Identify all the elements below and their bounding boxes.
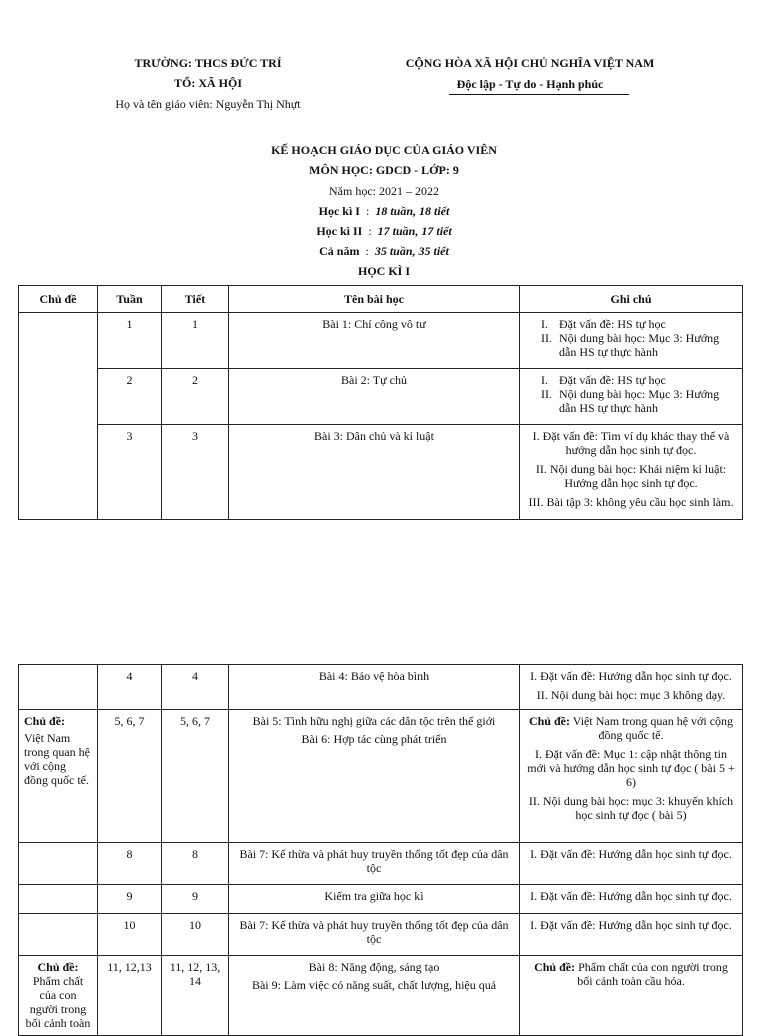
note-topic <box>525 714 737 742</box>
note-item: I. Đặt vấn đề: Tìm ví dụ khác thay thế và hướng dẫn học sinh tự đọc. <box>532 429 730 457</box>
topic-text: Việt Nam trong quan hệ với cộng đồng quốc tế. <box>24 731 90 787</box>
lesson-cell: Bài 7: Kế thừa và phát huy truyền thống tốt đẹp của dân tộc <box>229 914 520 956</box>
period-cell: 9 <box>162 885 229 914</box>
lesson-cell: Bài 7: Kế thừa và phát huy truyền thống tốt đẹp của dân tộc <box>229 843 520 885</box>
note-cell <box>520 369 743 425</box>
period-cell: 5, 6, 7 <box>162 710 229 843</box>
note-cell: I. Đặt vấn đề: Hướng dẫn học sinh tự đọc. <box>520 843 743 885</box>
table-row <box>19 885 743 914</box>
colon: : <box>365 204 370 218</box>
note-item: Đặt vấn đề: HS tự học <box>559 373 666 387</box>
lesson-cell: Bài 3: Dân chủ và kỉ luật <box>229 425 520 520</box>
period-cell: 1 <box>162 313 229 369</box>
week-cell: 1 <box>98 313 162 369</box>
topic-cell <box>19 313 98 520</box>
lesson-item: Bài 5: Tình hữu nghị giữa các dân tộc trên thế giới <box>252 714 496 728</box>
school-name: TRƯỜNG: THCS ĐỨC TRÍ <box>134 56 282 70</box>
note-num: II. <box>541 387 552 401</box>
table-row <box>19 914 743 956</box>
week-cell: 5, 6, 7 <box>98 710 162 843</box>
topic-text: Phẩm chất của con người trong bối cảnh toàn <box>25 974 91 1030</box>
col-header-week: Tuần <box>98 286 162 313</box>
note-cell <box>520 710 743 843</box>
week-cell: 10 <box>98 914 162 956</box>
topic-label: Chủ đề: <box>24 714 66 728</box>
topic-cell <box>19 914 98 956</box>
note-item: I. Đặt vấn đề: Mục 1: cập nhật thông tin mới và hướng dẫn học sinh tự đọc ( bài 5 + 6) <box>527 747 735 789</box>
plan-table-1 <box>18 285 743 520</box>
note-topic-text: Phẩm chất của con người trong bối cảnh toàn cầu hóa. <box>575 960 728 988</box>
topic-cell <box>19 885 98 914</box>
week-cell: 2 <box>98 369 162 425</box>
week-cell: 3 <box>98 425 162 520</box>
note-cell <box>520 665 743 710</box>
note-cell <box>520 425 743 520</box>
period-cell: 2 <box>162 369 229 425</box>
table-header-row <box>19 286 743 313</box>
year-total-label: Cả năm <box>319 244 360 258</box>
lesson-cell: Kiểm tra giữa học kì <box>229 885 520 914</box>
col-header-period: Tiết <box>162 286 229 313</box>
note-item: I. Đặt vấn đề: Hướng dẫn học sinh tự đọc. <box>530 669 732 683</box>
motto: Độc lập - Tự do - Hạnh phúc <box>456 77 604 91</box>
topic-cell <box>19 665 98 710</box>
semester1-value: 18 tuần, 18 tiết <box>375 204 450 218</box>
note-num: II. <box>541 331 552 345</box>
year-total-line <box>0 244 768 259</box>
col-header-topic: Chủ đề <box>19 286 98 313</box>
teacher-name: Họ và tên giáo viên: Nguyễn Thị Nhựt <box>115 97 301 111</box>
lesson-cell <box>229 710 520 843</box>
lesson-item: Bài 6: Hợp tác cùng phát triển <box>301 732 447 746</box>
note-cell <box>520 313 743 369</box>
week-cell: 8 <box>98 843 162 885</box>
note-cell: I. Đặt vấn đề: Hướng dẫn học sinh tự đọc. <box>520 914 743 956</box>
col-header-note: Ghi chú <box>520 286 743 313</box>
week-cell: 9 <box>98 885 162 914</box>
semester2-label: Học kì II <box>316 224 363 238</box>
semester2-line <box>0 224 768 239</box>
lesson-item: Bài 8: Năng động, sáng tạo <box>308 960 440 974</box>
period-cell: 4 <box>162 665 229 710</box>
note-item: II. Nội dung bài học: mục 3 không dạy. <box>536 688 726 702</box>
note-cell: I. Đặt vấn đề: Hướng dẫn học sinh tự đọc. <box>520 885 743 914</box>
semester1-line <box>0 204 768 219</box>
week-cell: 11, 12,13 <box>98 956 162 1036</box>
country-name: CỘNG HÒA XÃ HỘI CHỦ NGHĨA VIỆT NAM <box>405 56 655 70</box>
period-cell: 11, 12, 13, 14 <box>162 956 229 1036</box>
col-header-lesson: Tên bài học <box>229 286 520 313</box>
note-topic-text: Việt Nam trong quan hệ với cộng đồng quốc tế. <box>569 714 734 742</box>
plan-title: KẾ HOẠCH GIÁO DỤC CỦA GIÁO VIÊN <box>271 143 497 157</box>
note-item: Nội dung bài học: Mục 3: Hướng dẫn HS tự thực hành <box>559 331 720 359</box>
lesson-cell: Bài 4: Bảo vệ hòa bình <box>229 665 520 710</box>
school-year: Năm học: 2021 – 2022 <box>329 184 439 198</box>
table-row <box>19 369 743 425</box>
note-topic-label: Chủ đề: <box>528 714 570 728</box>
table-row <box>19 843 743 885</box>
period-cell: 3 <box>162 425 229 520</box>
table-row <box>19 665 743 710</box>
note-num: I. <box>541 317 548 331</box>
topic-cell <box>19 843 98 885</box>
semester2-value: 17 tuần, 17 tiết <box>377 224 452 238</box>
section-title: HỌC KÌ I <box>357 264 410 278</box>
subject-title: MÔN HỌC: GDCD - LỚP: 9 <box>309 163 459 177</box>
note-item: Nội dung bài học: Mục 3: Hướng dẫn HS tự thực hành <box>559 387 720 415</box>
topic-cell <box>19 710 98 843</box>
lesson-cell: Bài 2: Tự chủ <box>229 369 520 425</box>
note-item: Đặt vấn đề: HS tự học <box>559 317 666 331</box>
colon: : <box>368 224 372 238</box>
topic-label: Chủ đề: <box>37 960 79 974</box>
note-item: II. Nội dung bài học: Khái niệm kỉ luật: Hướng dẫn học sinh tự đọc. <box>535 462 727 490</box>
table-row <box>19 710 743 843</box>
period-cell: 10 <box>162 914 229 956</box>
note-item: II. Nội dung bài học: mục 3: khuyến khích học sinh tự đọc ( bài 5) <box>528 794 734 822</box>
note-num: I. <box>541 373 548 387</box>
table-row <box>19 425 743 520</box>
lesson-item: Bài 9: Làm việc có năng suất, chất lượng, hiệu quả <box>251 978 497 992</box>
year-total-value: 35 tuần, 35 tiết <box>374 244 449 258</box>
lesson-cell: Bài 1: Chí công vô tư <box>229 313 520 369</box>
plan-table-2 <box>18 664 743 1036</box>
group-name: TỔ: XÃ HỘI <box>173 76 242 90</box>
table-row <box>19 313 743 369</box>
period-cell: 8 <box>162 843 229 885</box>
note-topic <box>525 960 737 988</box>
week-cell: 4 <box>98 665 162 710</box>
colon: : <box>365 244 369 258</box>
semester1-label: Học kì I <box>318 204 360 218</box>
note-topic-label: Chủ đề: <box>534 960 576 974</box>
note-item: III. Bài tập 3: không yêu cầu học sinh làm. <box>528 495 734 509</box>
motto-underline <box>449 94 629 95</box>
